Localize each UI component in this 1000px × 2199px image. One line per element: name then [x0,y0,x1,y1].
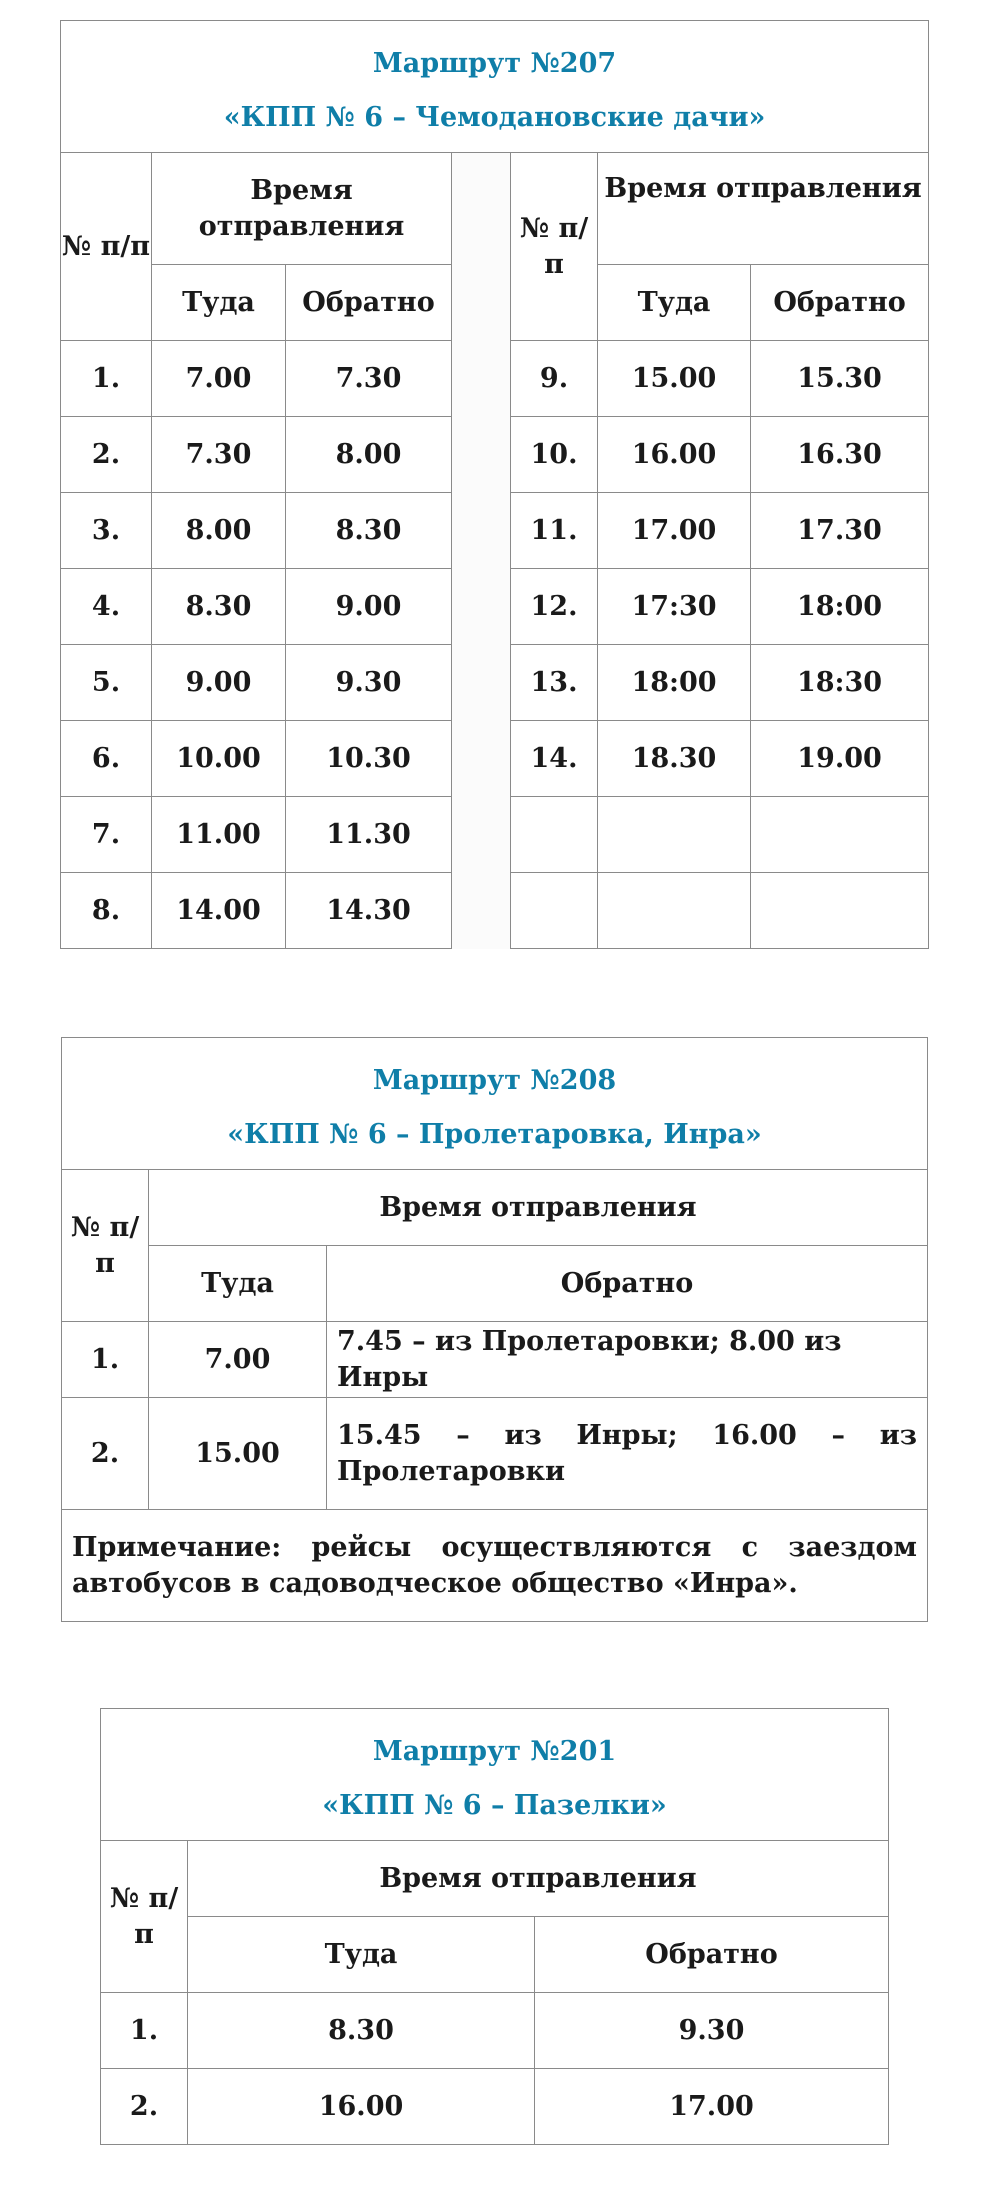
row-num: 12. [511,569,598,645]
row-num: 13. [511,645,598,721]
row-num: 2. [62,1398,149,1510]
route-207-table [60,20,929,949]
time-back: 9.30 [286,645,452,721]
time-there: 7.00 [152,341,286,417]
time-back: 10.30 [286,721,452,797]
time-back: 17.30 [751,493,929,569]
time-there: 17:30 [598,569,751,645]
time-there: 15.00 [149,1398,327,1510]
row-num: 2. [101,2069,188,2145]
time-there: 16.00 [598,417,751,493]
time-back: 11.30 [286,797,452,873]
table-row [62,1398,928,1510]
row-num: 1. [62,1322,149,1398]
row-num: 5. [61,645,152,721]
time-there: 14.00 [152,873,286,949]
time-back: 9.00 [286,569,452,645]
route-208-subtitle: «КПП № 6 – Пролетаровка, Инра» [227,1118,762,1150]
time-there: 9.00 [152,645,286,721]
route-207-subtitle: «КПП № 6 – Чемодановские дачи» [223,101,766,133]
route-207-header [61,21,929,153]
col-there-header: Туда [152,265,286,341]
col-back-header: Обратно [286,265,452,341]
route-208-note: Примечание: рейсы осуществляются с заездом автобусов в садоводческое общество «Инра». [62,1510,928,1622]
col-there-header: Туда [598,265,751,341]
col-num-header: № п/п [511,153,598,341]
row-num: 10. [511,417,598,493]
row-num: 1. [61,341,152,417]
row-num: 6. [61,721,152,797]
route-201-title: Маршрут №201 [372,1735,617,1767]
time-there: 18:00 [598,645,751,721]
column-gap [452,153,511,949]
time-back: 9.30 [535,1993,889,2069]
time-back: 8.00 [286,417,452,493]
time-back: 18:30 [751,645,929,721]
route-201-header [101,1709,889,1841]
time-back [751,873,929,949]
time-back: 7.45 – из Пролетаровки; 8.00 из Инры [327,1322,928,1398]
time-there: 7.00 [149,1322,327,1398]
row-num [511,797,598,873]
time-there: 8.30 [152,569,286,645]
row-num [511,873,598,949]
col-time-header: Время отправления [149,1170,928,1246]
col-back-header: Обратно [535,1917,889,1993]
col-num-header: № п/п [61,153,152,341]
table-row [101,1993,889,2069]
col-there-header: Туда [149,1246,327,1322]
row-num: 3. [61,493,152,569]
row-num: 9. [511,341,598,417]
route-208-title: Маршрут №208 [372,1064,617,1096]
table-row [101,2069,889,2145]
col-time-header: Время отправления [152,153,452,265]
col-time-header: Время отправления [188,1841,889,1917]
time-there: 16.00 [188,2069,535,2145]
time-back: 15.30 [751,341,929,417]
time-back: 14.30 [286,873,452,949]
row-num: 1. [101,1993,188,2069]
time-there: 18.30 [598,721,751,797]
time-back: 18:00 [751,569,929,645]
time-there: 8.00 [152,493,286,569]
col-back-header: Обратно [751,265,929,341]
col-time-header: Время отправления [598,153,929,265]
time-back: 15.45 – из Инры; 16.00 – из Пролетаровки [327,1398,928,1510]
row-num: 4. [61,569,152,645]
col-num-header: № п/п [62,1170,149,1322]
time-back: 8.30 [286,493,452,569]
route-208-table [61,1037,928,1622]
time-back: 19.00 [751,721,929,797]
row-num: 7. [61,797,152,873]
time-there: 17.00 [598,493,751,569]
row-num: 2. [61,417,152,493]
row-num: 14. [511,721,598,797]
time-there: 7.30 [152,417,286,493]
time-there: 10.00 [152,721,286,797]
time-back [751,797,929,873]
table-row [62,1322,928,1398]
route-208-header [62,1038,928,1170]
row-num: 11. [511,493,598,569]
col-back-header: Обратно [327,1246,928,1322]
time-back: 17.00 [535,2069,889,2145]
time-there [598,873,751,949]
time-there [598,797,751,873]
time-there: 8.30 [188,1993,535,2069]
time-back: 7.30 [286,341,452,417]
row-num: 8. [61,873,152,949]
time-back: 16.30 [751,417,929,493]
route-201-subtitle: «КПП № 6 – Пазелки» [322,1789,667,1821]
route-201-table [100,1708,889,2145]
route-207-title: Маршрут №207 [372,47,617,79]
time-there: 15.00 [598,341,751,417]
col-there-header: Туда [188,1917,535,1993]
time-there: 11.00 [152,797,286,873]
col-num-header: № п/п [101,1841,188,1993]
